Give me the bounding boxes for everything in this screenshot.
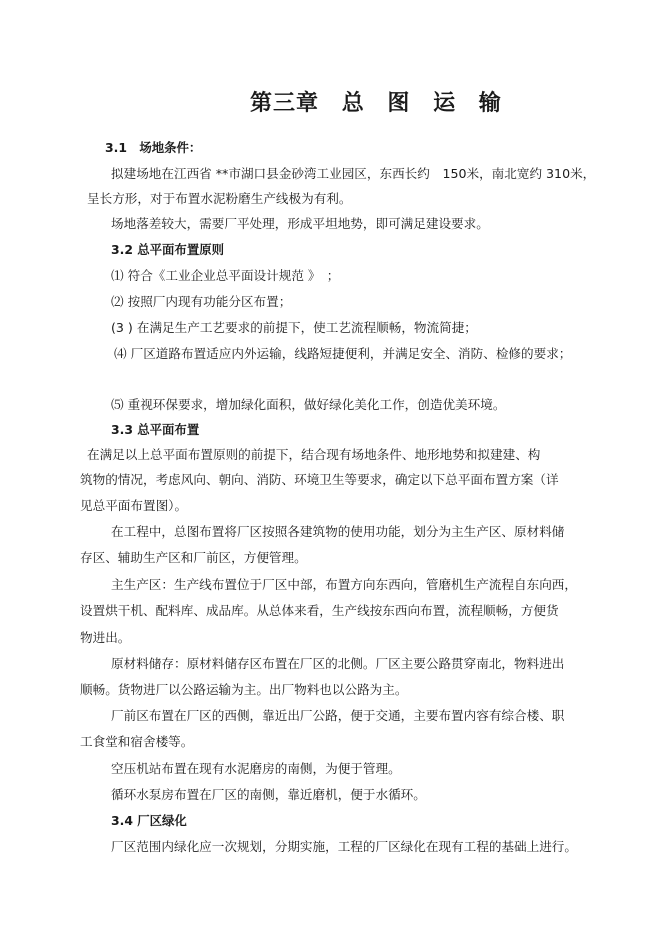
section-3-2-heading: 3.2 总平面布置原则: [111, 242, 224, 257]
section-3-3-heading: 3.3 总平面布置: [111, 422, 200, 437]
chapter-title-char: 输: [478, 90, 502, 116]
section-3-3-paragraph-line: 设置烘干机、配料库、成品库。从总体来看，生产线按东西向布置，流程顺畅，方便货: [80, 603, 559, 618]
section-3-3-paragraph: 循环水泵房布置在厂区的南侧，靠近磨机，便于水循环。: [111, 787, 426, 802]
section-3-3-paragraph-line: 厂前区布置在厂区的西侧，靠近出厂公路，便于交通，主要布置内容有综合楼、职: [111, 708, 565, 723]
chapter-title-main: 第三章: [250, 90, 320, 116]
section-3-3-paragraph-line: 在满足以上总平面布置原则的前提下，结合现有场地条件、地形地势和拟建建、构: [87, 447, 541, 462]
chapter-title-char: 运: [433, 90, 457, 116]
section-3-3-paragraph-line: 在工程中，总图布置将厂区按照各建筑物的使用功能，划分为主生产区、原材料储: [111, 524, 565, 539]
section-3-4-paragraph: 厂区范围内绿化应一次规划，分期实施，工程的厂区绿化在现有工程的基础上进行。: [111, 839, 577, 854]
section-3-1-paragraph-line: 拟建场地在江西省 **市湖口县金砂湾工业园区，东西长约 150米，南北宽约 310米，: [111, 166, 596, 181]
principle-item: ⑴ 符合《工业企业总平面设计规范 》 ；: [111, 268, 340, 283]
section-3-1-paragraph-line: 呈长方形，对于布置水泥粉磨生产线极为有利。: [87, 191, 352, 206]
principle-item: ⑸ 重视环保要求，增加绿化面积，做好绿化美化工作，创造优美环境。: [111, 397, 506, 412]
chapter-title: [250, 86, 502, 117]
chapter-title-char: 总: [341, 90, 365, 116]
section-3-3-paragraph-line: 工食堂和宿舍楼等。: [80, 734, 194, 749]
section-3-3-paragraph-line: 筑物的情况，考虑风向、朝向、消防、环境卫生等要求，确定以下总平面布置方案（详: [80, 472, 559, 487]
section-3-3-paragraph-line: 物进出。: [80, 630, 131, 645]
section-3-1-heading: 3.1 场地条件：: [105, 140, 202, 155]
principle-item: ⑷ 厂区道路布置适应内外运输，线路短捷便利，并满足安全、消防、检修的要求；: [114, 346, 572, 361]
section-3-3-paragraph-line: 主生产区：生产线布置位于厂区中部，布置方向东西向，管磨机生产流程自东向西，: [111, 577, 577, 592]
chapter-title-char: 图: [387, 90, 411, 116]
principle-item: (3 ) 在满足生产工艺要求的前提下，使工艺流程顺畅，物流简捷；: [111, 320, 477, 335]
section-3-3-paragraph: 空压机站布置在现有水泥磨房的南侧，为便于管理。: [111, 761, 401, 776]
principle-item: ⑵ 按照厂内现有功能分区布置；: [111, 294, 292, 309]
section-3-3-paragraph-line: 存区、辅助生产区和厂前区，方便管理。: [80, 550, 307, 565]
section-3-3-paragraph-line: 原材料储存：原材料储存区布置在厂区的北侧。厂区主要公路贯穿南北，物料进出: [111, 656, 565, 671]
section-3-1-paragraph: 场地落差较大，需要厂平处理，形成平坦地势，即可满足建设要求。: [111, 216, 489, 231]
section-3-4-heading: 3.4 厂区绿化: [111, 813, 187, 828]
section-3-3-paragraph-line: 顺畅。货物进厂以公路运输为主。出厂物料也以公路为主。: [80, 682, 408, 697]
section-3-3-paragraph-line: 见总平面布置图）。: [80, 498, 188, 513]
